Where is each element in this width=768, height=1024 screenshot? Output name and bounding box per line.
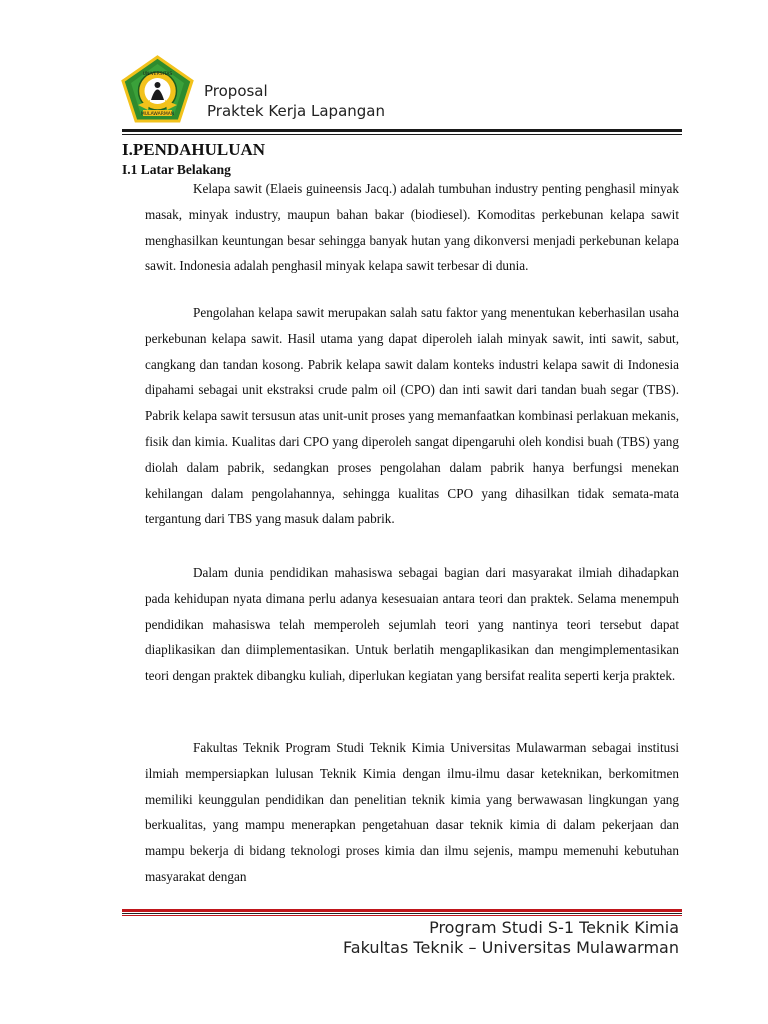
svg-text:MULAWARMAN: MULAWARMAN xyxy=(140,112,175,117)
footer-program: Program Studi S-1 Teknik Kimia xyxy=(429,918,679,937)
header-divider-thick xyxy=(122,129,682,132)
paragraph-2: Pengolahan kelapa sawit merupakan salah satu faktor yang menentukan keberhasilan usaha perkebunan kelapa sawit. Hasil utama yang dapat diperoleh ialah minyak sawit, inti sawit, sabut, cangkang dan tandan kosong. Pabrik kelapa sawit dalam konteks industri kelapa sawit di Indonesia dipahami sebagai unit ekstraksi crude palm oil (CPO) dan inti sawit dari tandan buah segar (TBS). Pabrik kelapa sawit tersusun atas unit-unit proses yang memanfaatkan kombinasi perlakuan mekanis, fisik dan kimia. Kualitas dari CPO yang diperoleh sangat dipengaruhi oleh kondisi buah (TBS) yang diolah dalam pabrik, sedangkan proses pengolahan dalam pabrik hanya berfungsi menekan kehilangan dalam pengolahannya, sehingga kualitas CPO yang dihasilkan tidak semata-mata tergantung dari TBS yang masuk dalam pabrik. xyxy=(145,305,679,527)
svg-text:UNIVERSITAS: UNIVERSITAS xyxy=(142,72,173,77)
chapter-title: I.PENDAHULUAN xyxy=(122,140,266,159)
header-title: Proposal xyxy=(204,82,268,100)
header-subtitle: Praktek Kerja Lapangan xyxy=(207,102,385,120)
paragraph-4: Fakultas Teknik Program Studi Teknik Kimia Universitas Mulawarman sebagai institusi ilmiah mempersiapkan lulusan Teknik Kimia dengan ilmu-ilmu dasar keteknikan, berkomitmen memiliki keunggulan pendidikan dan penelitian teknik kimia yang berwawasan lingkungan yang berkualitas, yang mampu menerapkan pengetahuan dasar teknik kimia di dalam pekerjaan dan mampu bekerja di bidang teknologi proses kimia dan ilmu sejenis, mampu memenuhi kebutuhan masyarakat dengan xyxy=(145,740,679,884)
footer-divider-red-thin xyxy=(122,915,682,916)
paragraph-3: Dalam dunia pendidikan mahasiswa sebagai bagian dari masyarakat ilmiah dihadapkan pada kehidupan nyata dimana perlu adanya kesesuaian antara teori dan praktek. Selama menempuh pendidikan mahasiswa telah memperoleh sejumlah teori yang nantinya teori tersebut dapat diaplikasikan dan diimplementasikan. Untuk berlatih mengaplikasikan dan mengimplementasikan teori dengan praktek dibangku kuliah, diperlukan kegiatan yang bersifat realita seperti kerja praktek. xyxy=(145,565,679,684)
footer-divider-red-thick xyxy=(122,909,682,912)
header-divider-thin xyxy=(122,134,682,135)
footer-divider-dark xyxy=(122,913,682,914)
footer-faculty: Fakultas Teknik – Universitas Mulawarman xyxy=(343,938,679,957)
subsection-title: I.1 Latar Belakang xyxy=(122,162,231,177)
university-logo xyxy=(120,55,195,123)
paragraph-1: Kelapa sawit (Elaeis guineensis Jacq.) adalah tumbuhan industry penting penghasil minyak masak, minyak industry, maupun bahan bakar (biodiesel). Komoditas perkebunan kelapa sawit menghasilkan keuntungan besar sehingga banyak hutan yang dikonversi menjadi perkebunan kelapa sawit. Indonesia adalah penghasil minyak kelapa sawit terbesar di dunia. xyxy=(145,181,679,274)
